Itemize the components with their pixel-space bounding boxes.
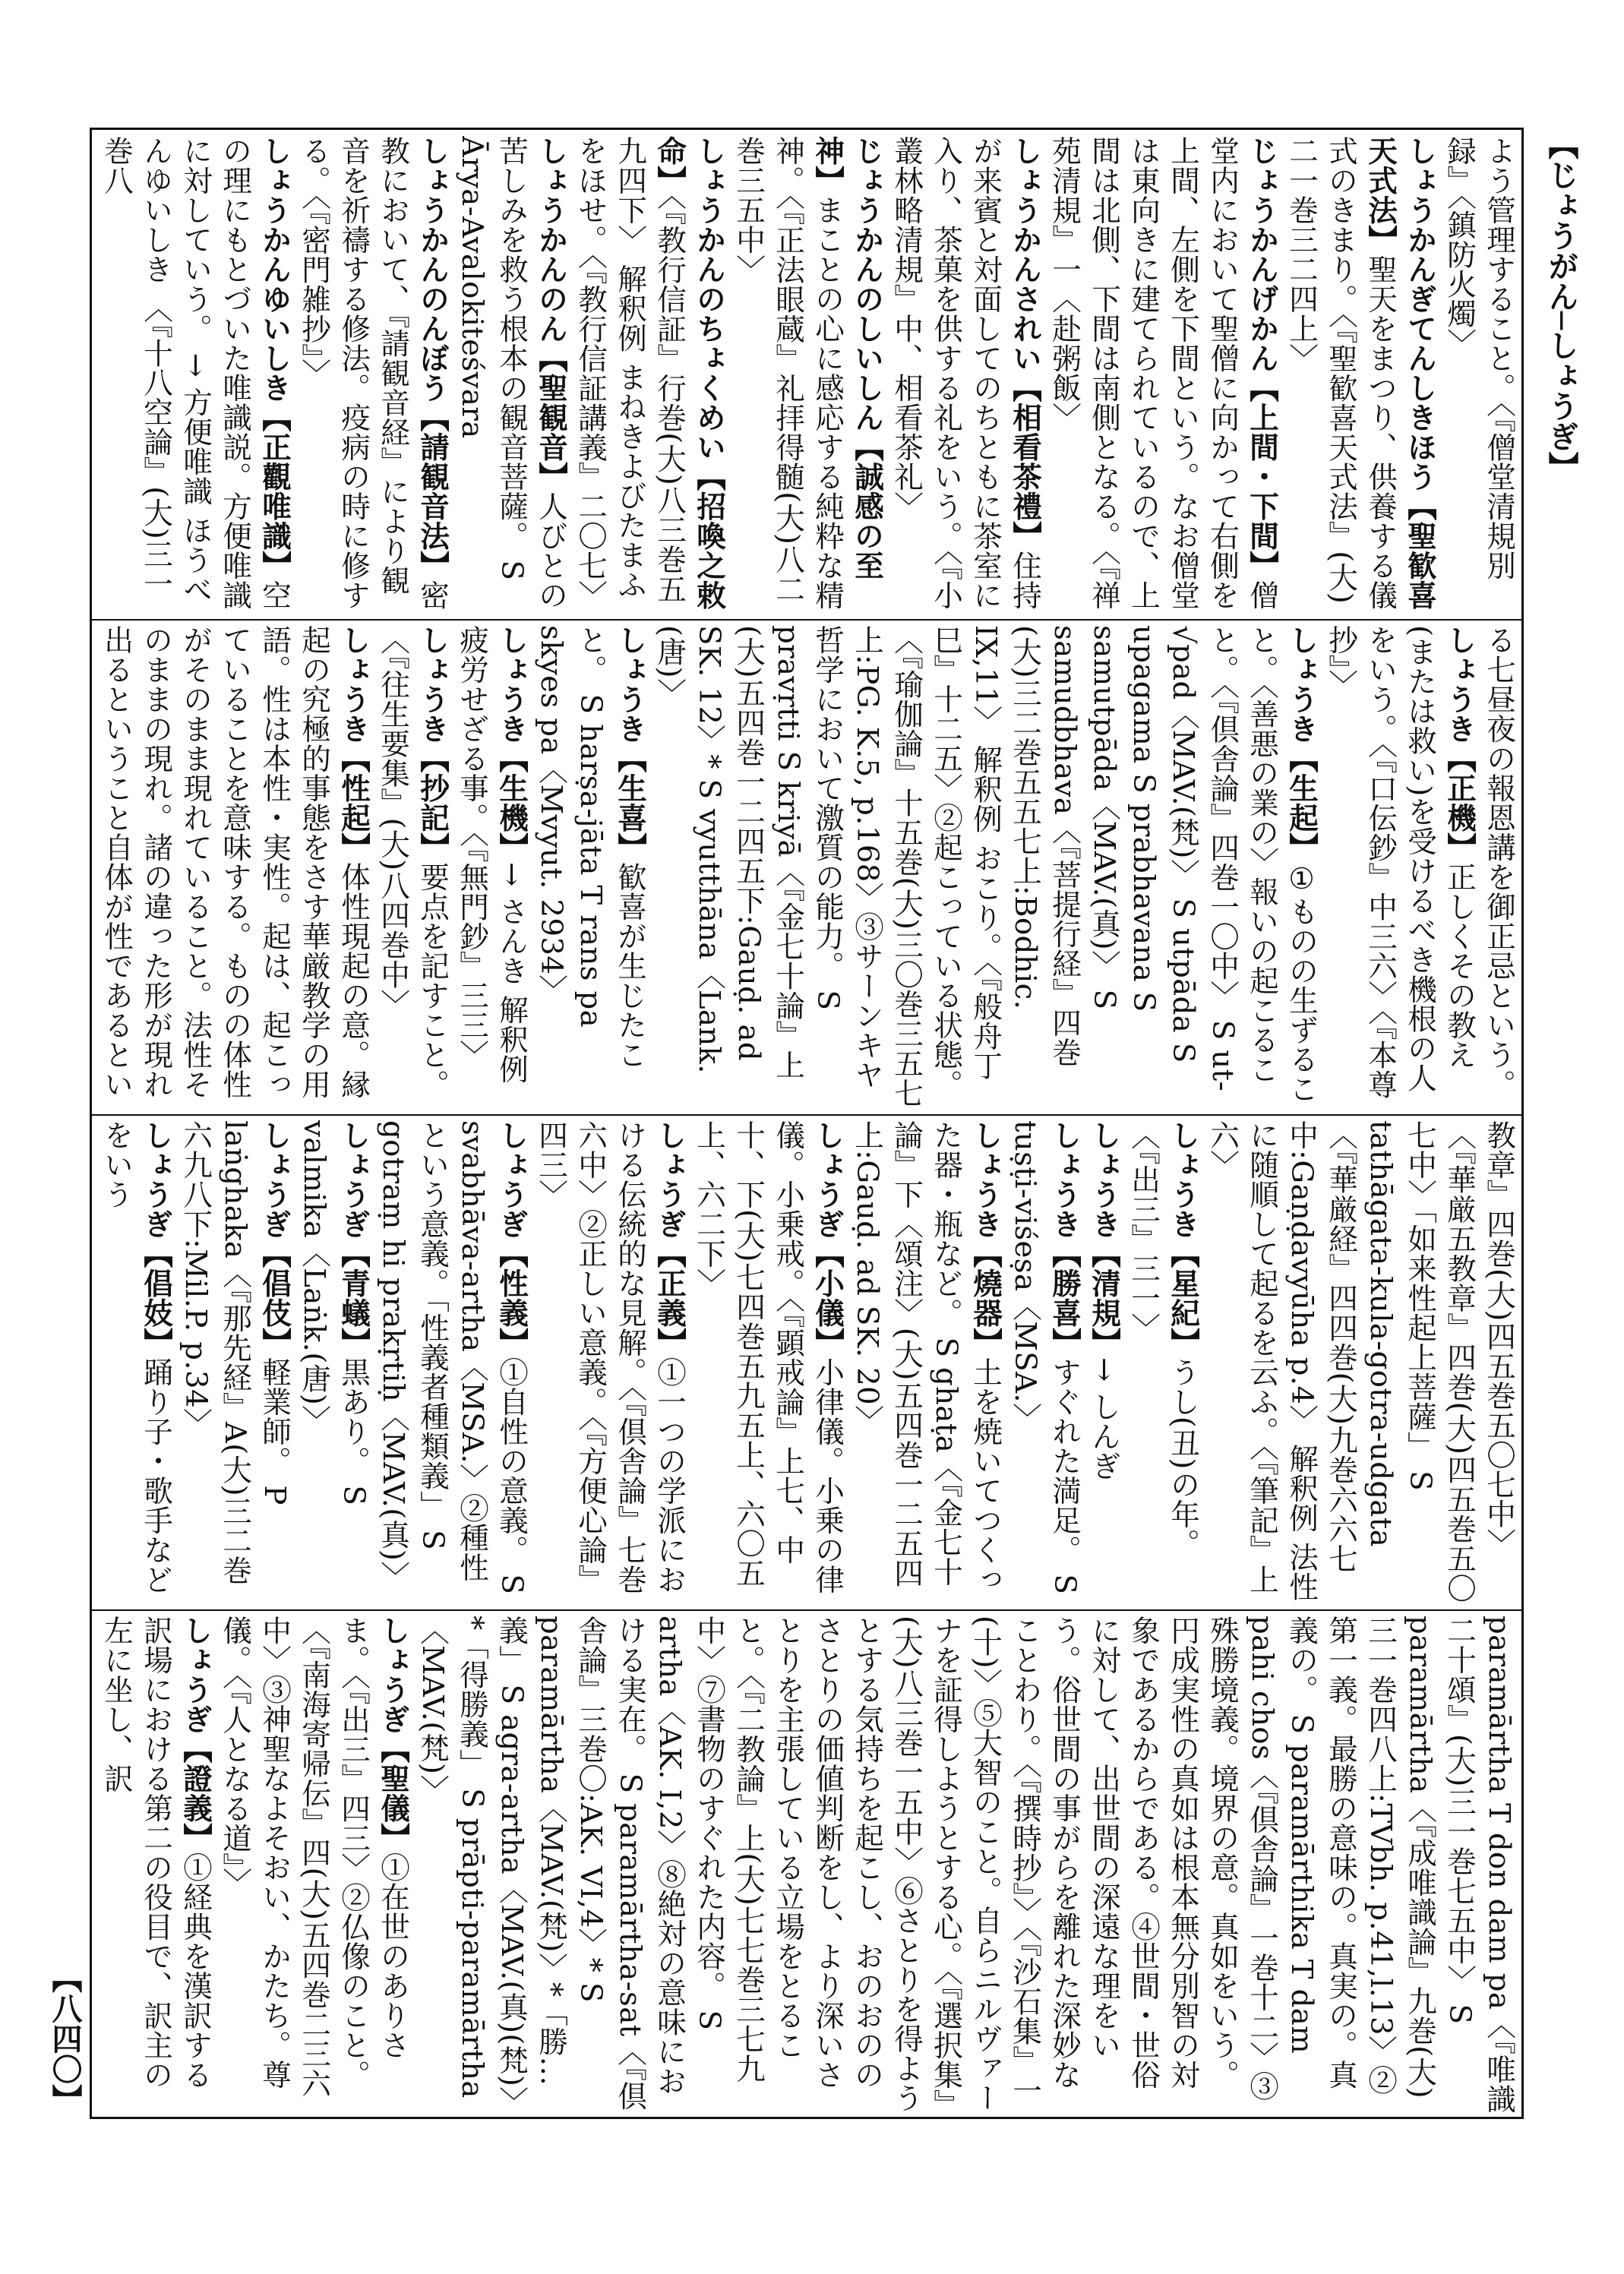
entry-headword: しょうぎ [139, 1120, 173, 1239]
dictionary-page-frame [90, 128, 1524, 2119]
entry-lemma: 【上間・下間】 [1245, 372, 1279, 580]
entry-definition: → しんぎ [1087, 1357, 1121, 1481]
dictionary-entry [1321, 625, 1479, 1108]
entry-lemma: 【星紀】 [1166, 1238, 1200, 1357]
dictionary-entry [294, 1120, 373, 1603]
entry-headword: しょうき [968, 1120, 1003, 1239]
entry-lemma: 【燒器】 [968, 1238, 1003, 1357]
entry-headword: じょうかんげかん [1245, 136, 1279, 373]
dictionary-entry [1084, 1120, 1123, 1603]
entry-lemma: 【倡伎】 [258, 1238, 292, 1357]
entry-lemma: 【聖儀】 [376, 1733, 410, 1852]
entry-headword: しょうぎ [258, 1120, 292, 1239]
dictionary-entry [728, 136, 886, 613]
entry-headword: しょうかんされい [1008, 136, 1042, 373]
entry-headword: しょうき [415, 625, 450, 744]
entry-lemma: 【聖歓喜天式法】 [1363, 136, 1437, 610]
dictionary-entry [1281, 136, 1439, 613]
entry-headword: しょうかんゆいしき [258, 136, 292, 403]
entry-headword: しょうき [1047, 1120, 1082, 1239]
running-title: 【じょうがん─しょうぎ】 [1543, 129, 1578, 482]
dictionary-entry [412, 1615, 1517, 2115]
entry-definition: 踊り子・歌手などをいう [100, 1120, 173, 1594]
entry-lemma: 【性義】 [494, 1238, 529, 1357]
entry-lemma: 【性起】 [336, 743, 371, 862]
entry-definition: ①一つの学派における伝統的な見解。〈『倶舎論』七巻六中〉②正しい意義。〈『方便心論』四三〉 [534, 1120, 687, 1595]
dictionary-entry [215, 1615, 412, 2115]
dictionary-entry [570, 136, 728, 613]
dictionary-entry [1123, 1120, 1202, 1603]
page-number: 【八四〇】 [47, 1963, 82, 2115]
dictionary-entry [96, 1120, 175, 1603]
entry-headword: しょうき [1087, 1120, 1121, 1239]
entry-headword: しょうぎ [810, 1120, 845, 1239]
entry-definition: 人びとの苦しみを救う根本の観音菩薩。 S Ārya-Avalokiteśvara [455, 136, 568, 610]
entry-headword: しょうぎ [179, 1615, 213, 1734]
entry-headword: しょうき [1442, 625, 1477, 744]
entry-definition: 教章』四巻(大)四五巻五〇七中〉〈『華厳五教章』四巻(大)四五巻五〇七中〉「如来性起上菩薩」 S tathāgata-kula-gotra-udgata〈『華厳経』四四巻(大)九巻六六七中:Gaṇḍavyūha p.4〉 解釈例 法性に随順して起るを云ふ。〈『筆記』上六〉 [1205, 1120, 1516, 1603]
entry-definition: 土を焼いてつくった器・瓶など。 S ghaṭa〈『金七十論』下〈頌注〉(大)五四巻一二五四上:Gauḍ. ad SK. 20〉 [850, 1120, 1003, 1594]
entry-headword: しょうかんのん [534, 136, 568, 343]
dictionary-entry [649, 625, 1321, 1108]
entry-headword: しょうかんのちょくめい [692, 136, 726, 462]
dictionary-entry [452, 625, 531, 1108]
dictionary-entry [1044, 136, 1281, 613]
entry-lemma: 【生喜】 [613, 743, 647, 862]
entry-definition: 〈『教行信証』行巻(大)八三巻五九四下〉 解釈例 まねきよびたまふをほせ。〈『教行信証講義』二〇七〉 [573, 136, 687, 611]
entry-definition: 小律儀。小乗の律儀。小乗戒。〈『顕戒論』上七、中十、下(大)七四巻五九五上、六〇五上、六二下〉 [692, 1120, 845, 1594]
entry-headword: しょうかんのんぼう [415, 136, 450, 403]
entry-definition: paramārtha T don dam pa〈『唯識二十頌』(大)三一巻七五中〉 S paramārtha〈『成唯識論』九巻(大)三一巻四八上:TVbh. p.41,l.13〉②第一義。最勝の意味の。真実の。真義の。 S paramārthika T dam pahi chos〈『倶舎論』一巻十二〉③殊勝境義。境界の意。真如をいう。円成実性の真如は根本無分別智の対象であるからである。④世間・世俗に対して、出世間の深遠な理をいう。俗世間の事がらを離れた深妙なことわり。〈『撰時抄』〉〈『沙石集』一(十)〉⑤大智のこと。自らニルヴァーナを証得しようとする心。〈『選択集』(大)八三巻一五中〉⑥さとりを得ようとする気持ちを起こし、おのおののさとりの価値判断をし、より深いさとりを主張している立場をとること。〈『二教論』上(大)七七巻三七九中〉⑦書物のすぐれた内容。 S artha〈AK. I,2〉⑧絶対の意味における実在。 S paramārtha-sat〈『倶舎論』三巻〇:AK. VI,4〉* S paramārtha〈MAV.(梵)〉*「勝…義」 S agra-artha〈MAV.(真)(梵)〉*「得勝義」 S prāpti-paramārtha〈MAV.(梵)〉 [415, 1615, 1516, 2114]
entry-headword: しょうぎ [336, 1120, 371, 1239]
tier-divider [92, 1609, 1521, 1611]
entry-headword: しょうき [336, 625, 371, 744]
tier-divider [92, 619, 1521, 621]
entry-definition: 聖天をまつり、供養する儀式のきまり。〈『聖歓喜天式法』(大)二一巻三二四上〉 [1284, 136, 1398, 610]
entry-lemma: 【清規】 [1087, 1238, 1121, 1357]
entry-headword: しょうかんぎてんしきほう [1403, 136, 1437, 491]
tier-3-text [96, 1120, 1517, 1603]
dictionary-entry [373, 625, 452, 1108]
entry-lemma: 【倡妓】 [139, 1238, 173, 1357]
dictionary-entry [531, 625, 649, 1108]
entry-definition: 要点を記すこと。〈『往生要集』(大)八四巻中〉 [376, 625, 450, 1099]
entry-lemma: 【證義】 [179, 1733, 213, 1852]
entry-headword: しょうき [613, 625, 647, 744]
dictionary-entry [96, 625, 373, 1108]
entry-lemma: 【生起】 [1284, 743, 1319, 862]
tier-1-text [96, 136, 1517, 613]
entry-definition: 歓喜が生じたこと。 S harṣa-jāta T rans pa skyes pa〈Mvyut. 2934〉 [534, 625, 647, 1069]
tier-divider [92, 1114, 1521, 1116]
tier-2 [96, 625, 1517, 1108]
entry-definition: ①自性の意義。 S svabhāva-artha〈MSA.〉②種性という意義。「性義者種類義」 S gotraṃ hi prakṛtiḥ〈MAV.(真)〉 [376, 1120, 529, 1595]
entry-headword: しょうき [494, 625, 529, 744]
dictionary-entry [1479, 625, 1517, 1108]
tier-1 [96, 136, 1517, 613]
dictionary-entry [294, 136, 452, 613]
dictionary-entry [175, 1120, 294, 1603]
entry-continuation [1202, 1120, 1517, 1603]
entry-definition: すぐれた満足。 S tuṣṭi-viśeṣa〈MSA.〉 [1008, 1120, 1082, 1595]
entry-headword: しょうぎ [376, 1615, 410, 1734]
entry-definition: る七昼夜の報恩講を御正忌という。 [1482, 625, 1516, 1099]
entry-lemma: 【小儀】 [810, 1238, 845, 1357]
tier-2-text [96, 625, 1517, 1108]
entry-lemma: 【請観音法】 [415, 402, 450, 580]
entry-headword: しょうぎ [652, 1120, 687, 1239]
dictionary-entry [531, 1120, 689, 1603]
entry-definition: 僧堂内において聖僧に向かって右側を上間、左側を下間という。なお僧堂は東向きに建てられているので、上間は北側、下間は南側となる。〈『禅苑清規』一〈赴粥飯〉 [1047, 136, 1279, 611]
entry-lemma: 【正機】 [1442, 743, 1477, 862]
entry-lemma: 【誠感の至神】 [810, 136, 884, 580]
entry-lemma: 【勝喜】 [1047, 1238, 1082, 1357]
entry-lemma: 【抄記】 [415, 743, 450, 862]
entry-headword: しょうき [1166, 1120, 1200, 1239]
dictionary-entry [886, 136, 1044, 613]
entry-definition: 密教において、『請観音経』により観音を祈禱する修法。疫病の時に修する。〈『密門雑抄』〉 [297, 136, 450, 610]
entry-definition: 黒あり。 S valmika〈Laṅk.(唐)〉 [297, 1120, 371, 1506]
dictionary-entry [373, 1120, 531, 1603]
dictionary-entry [96, 1615, 215, 2115]
entry-definition: 空の理にもとづいた唯識説。方便唯識に対していう。 → 方便唯識 ほうべんゆいしき 〈『十八空論』(大)三一巻八 [100, 136, 292, 610]
dictionary-entry [689, 1120, 847, 1603]
entry-headword: しょうぎ [494, 1120, 529, 1239]
tier-4-text [96, 1615, 1517, 2115]
entry-definition: うし(丑)の年。〈『出三』三一〉 [1126, 1120, 1200, 1559]
tier-3 [96, 1120, 1517, 1603]
dictionary-entry [1005, 1120, 1084, 1603]
entry-definition: 体性現起の意。縁起の究極的事態をさす華厳教学の用語。性は本性・実性。起は、起こっていることを意味する。ものの体性がそのまま現れていること。法性そのままの現れ。諸の違った形が現れ出るということ自体が性であるとい [100, 625, 371, 1099]
entry-lemma: 【正觀唯識】 [258, 402, 292, 580]
entry-definition: 正しくその教え(または救い)を受けるべき機根の人をいう。〈『口伝鈔』中三六〉〈『本尊抄』〉 [1324, 625, 1477, 1100]
dictionary-entry [847, 1120, 1005, 1603]
entry-definition: → さんき 解釈例 疲労せざる事。〈『無門鈔』三三〉 [455, 625, 529, 1084]
dictionary-entry [452, 136, 570, 613]
entry-lemma: 【青蟻】 [336, 1238, 371, 1357]
entry-lemma: 【招喚之敕命】 [652, 136, 726, 610]
entry-definition: 住持が来賓と対面してのちともに茶室に入り、茶菓を供する礼をいう。〈『小叢林略清規』中、相看茶礼〉 [889, 136, 1042, 611]
entry-definition: ①在世のありさま。〈『出三』四三〉②仏像のこと。〈『南海寄帰伝』四(大)五四巻二三六中〉③神聖なよそおい、かたち。尊儀。〈『人となる道』〉 [218, 1615, 410, 2099]
entry-definition: ①ものの生ずること。〈善悪の業の〉報いの起こること。〈『倶舎論』四巻一〇中〉 S ut-√pad〈MAV.(梵)〉 S utpāda S upagama S prabhavana S samutpāda〈MAV.(真)〉 S samudbhava〈『菩提行経』四巻(大)三二巻五五七上:Bodhic. IX,11〉 解釈例 おこり。〈『般舟丁巳』十二五〉②起こっている状態。〈『瑜伽論』十五巻(大)三〇巻三五七上:PG. K.5, p.168〉③サーンキヤ哲学において激質の能力。 S pravṛtti S kriyā〈『金七十論』上(大)五四巻一二四五下:Gauḍ. ad SK. 12〉* S vyutthāna〈Lank.(唐)〉 [652, 625, 1319, 1108]
dictionary-entry [1439, 136, 1517, 613]
entry-definition: よう管理すること。〈『僧堂清規別録』〈鎮防火燭〉 [1442, 136, 1516, 581]
entry-definition: ①経典を漢訳する訳場における第二の役目で、訳主の左に坐し、訳 [100, 1615, 213, 2089]
dictionary-entry [96, 136, 294, 613]
entry-lemma: 【生機】 [494, 743, 529, 862]
entry-lemma: 【聖観音】 [534, 343, 568, 491]
entry-headword: しょうき [1284, 625, 1319, 744]
entry-definition: まことの心に感応する純粋な精神。〈『正法眼蔵』礼拝得髄(大)八二巻三五中〉 [731, 136, 845, 610]
entry-lemma: 【正義】 [652, 1238, 687, 1357]
tier-4 [96, 1615, 1517, 2115]
entry-headword: じょうかんのしいしん [850, 136, 884, 432]
entry-lemma: 【相看茶禮】 [1008, 372, 1042, 551]
entry-definition: 軽業師。 P laṅghaka〈『那先経』A(大)三二巻六九八下:Mil.P. p.34〉 [179, 1120, 292, 1586]
